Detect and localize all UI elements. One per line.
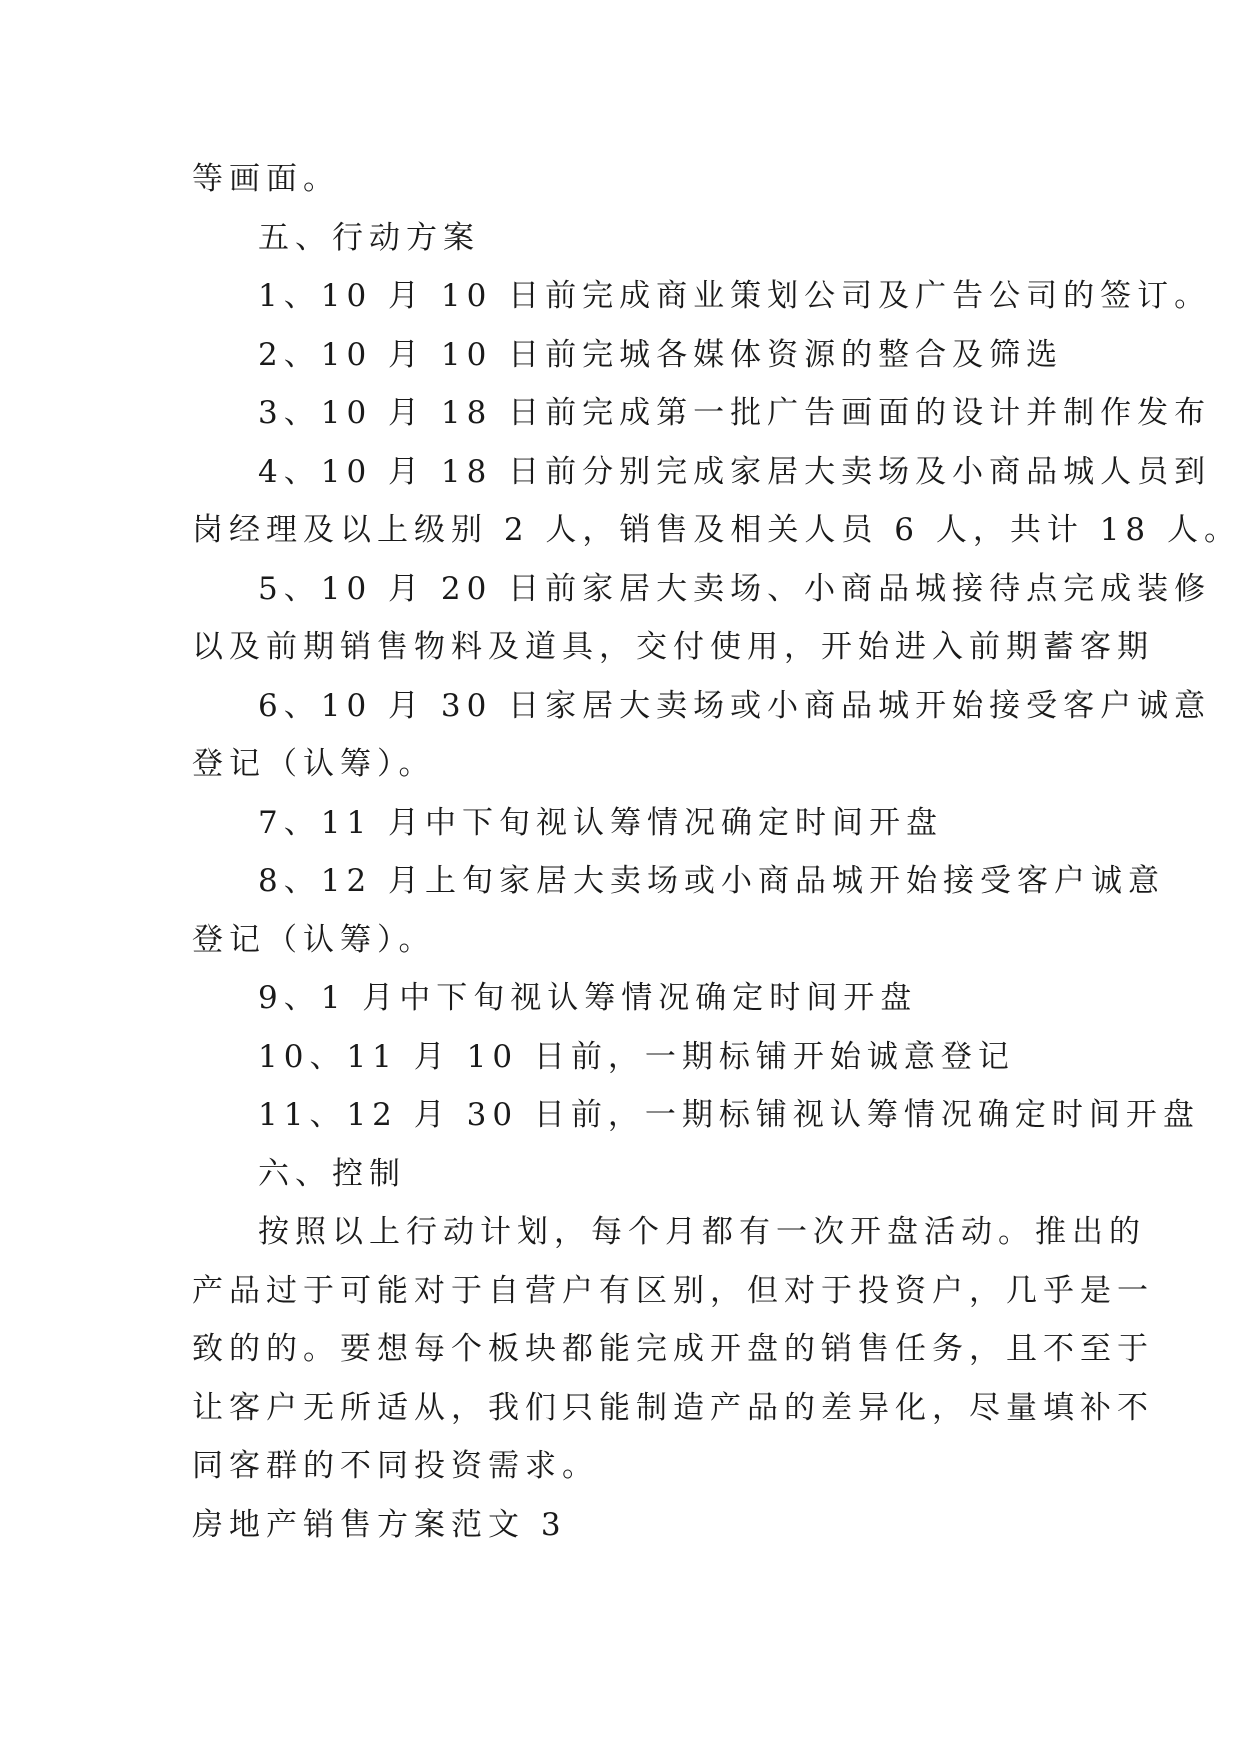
- text-line: 4、10 月 18 日前分别完成家居大卖场及小商品城人员到: [258, 453, 1212, 490]
- text-line: 9、1 月中下旬视认筹情况确定时间开盘: [258, 980, 918, 1016]
- text-line: 让客户无所适从，我们只能制造产品的差异化，尽量填补不: [192, 1389, 1154, 1426]
- text-line: 按照以上行动计划，每个月都有一次开盘活动。推出的: [258, 1214, 1146, 1250]
- text-line: 6、10 月 30 日家居大卖场或小商品城开始接受客户诚意: [258, 687, 1212, 724]
- text-line: 3、10 月 18 日前完成第一批广告画面的设计并制作发布: [258, 395, 1212, 431]
- text-line: 岗经理及以上级别 2 人，销售及相关人员 6 人，共计 18 人。: [192, 512, 1241, 548]
- text-line: 1、10 月 10 日前完成商业策划公司及广告公司的签订。: [258, 278, 1212, 314]
- text-line: 8、12 月上旬家居大卖场或小商品城开始接受客户诚意: [258, 863, 1166, 899]
- text-line: 5、10 月 20 日前家居大卖场、小商品城接待点完成装修: [258, 570, 1212, 607]
- document-body: [192, 150, 1241, 1554]
- text-line: 10、11 月 10 日前，一期标铺开始诚意登记: [258, 1038, 1015, 1075]
- text-line: 致的的。要想每个板块都能完成开盘的销售任务，且不至于: [192, 1331, 1154, 1367]
- text-line: 等画面。: [192, 161, 340, 197]
- document-title-next: 房地产销售方案范文 3: [192, 1506, 567, 1543]
- text-line: 2、10 月 10 日前完城各媒体资源的整合及筛选: [258, 336, 1064, 373]
- text-line: 以及前期销售物料及道具，交付使用，开始进入前期蓄客期: [192, 629, 1154, 665]
- section-heading-action-plan: 五、行动方案: [258, 219, 480, 256]
- text-line: 产品过于可能对于自营户有区别，但对于投资户，几乎是一: [192, 1272, 1154, 1309]
- text-line: 7、11 月中下旬视认筹情况确定时间开盘: [258, 804, 944, 841]
- text-line: 11、12 月 30 日前，一期标铺视认筹情况确定时间开盘: [258, 1097, 1200, 1133]
- text-line: 登记（认筹）。: [192, 746, 436, 782]
- text-line: 登记（认筹）。: [192, 921, 436, 958]
- text-line: 同客群的不同投资需求。: [192, 1448, 599, 1484]
- section-heading-control: 六、控制: [258, 1155, 406, 1192]
